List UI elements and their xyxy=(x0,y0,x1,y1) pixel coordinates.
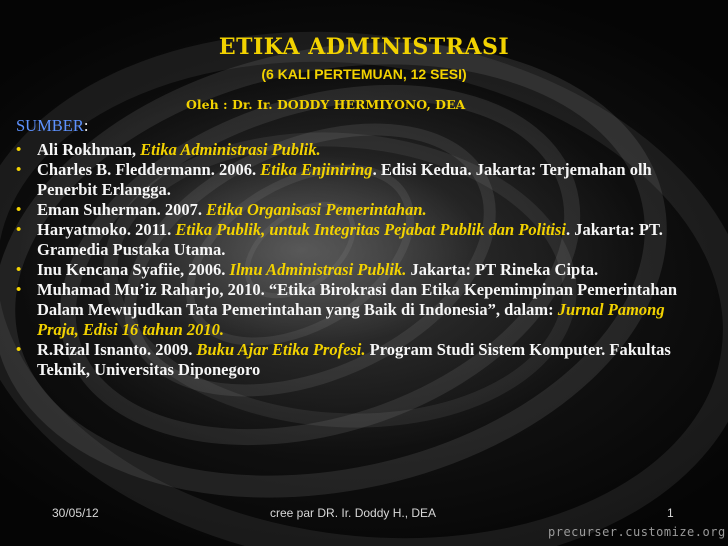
bullet-icon: • xyxy=(16,202,22,218)
ref-lead: Inu Kencana Syafiie, 2006. xyxy=(37,260,230,279)
ref-lead: R.Rizal Isnanto. 2009. xyxy=(37,340,197,359)
slide-title: ETIKA ADMINISTRASI xyxy=(218,34,510,60)
ref-lead: Haryatmoko. 2011. xyxy=(37,220,176,239)
references-body xyxy=(16,116,706,380)
ref-title: Etika Publik, untuk Integritas Pejabat Publik dan Politisi xyxy=(175,220,566,239)
bullet-icon: • xyxy=(16,262,22,278)
reference-list xyxy=(16,140,706,380)
list-item xyxy=(16,260,706,280)
bullet-icon: • xyxy=(16,162,22,178)
list-item xyxy=(16,220,706,260)
page-number: 1 xyxy=(667,506,674,520)
sumber-colon: : xyxy=(83,116,89,135)
slide-subtitle: (6 KALI PERTEMUAN, 12 SESI) xyxy=(261,66,467,82)
list-item xyxy=(16,140,706,160)
bullet-icon: • xyxy=(16,342,22,358)
list-item xyxy=(16,160,706,200)
list-item xyxy=(16,340,706,380)
bullet-icon: • xyxy=(16,142,22,158)
ref-title: Etika Administrasi Publik. xyxy=(140,140,321,159)
ref-title: Ilmu Administrasi Publik. xyxy=(229,260,407,279)
ref-lead: Muhamad Mu’iz Raharjo, 2010. “Etika Birokrasi dan Etika Kepemimpinan Pemerintahan Dalam Mewujudkan Tata Pemerintahan yang Baik di Indonesia”, dalam: xyxy=(37,280,678,319)
list-item xyxy=(16,280,706,340)
ref-title: Etika Enjiniring xyxy=(260,160,373,179)
footer-credit: cree par DR. Ir. Doddy H., DEA xyxy=(270,506,437,520)
list-item xyxy=(16,200,706,220)
ref-tail: . Edisi Kedua. Jakarta: Terjemahan olh Penerbit Erlangga. xyxy=(37,160,652,199)
watermark: precurser.customize.org xyxy=(548,525,726,539)
ref-tail: Program Studi Sistem Komputer. Fakultas Teknik, Universitas Diponegoro xyxy=(37,340,671,379)
ref-lead: Ali Rokhman, xyxy=(37,140,141,159)
ref-title: Etika Organisasi Pemerintahan. xyxy=(206,200,427,219)
sumber-label: SUMBER xyxy=(16,116,84,135)
ref-title: Buku Ajar Etika Profesi. xyxy=(196,340,366,359)
ref-tail: . Jakarta: PT. Gramedia Pustaka Utama. xyxy=(37,220,663,259)
bullet-icon: • xyxy=(16,282,22,298)
author-line: Oleh : Dr. Ir. DODDY HERMIYONO, DEA xyxy=(186,97,466,112)
bullet-icon: • xyxy=(16,222,22,238)
ref-lead: Eman Suherman. 2007. xyxy=(37,200,207,219)
footer-date: 30/05/12 xyxy=(52,506,99,520)
ref-lead: Charles B. Fleddermann. 2006. xyxy=(37,160,261,179)
ref-tail: Jakarta: PT Rineka Cipta. xyxy=(406,260,599,279)
ref-title: Jurnal Pamong Praja, Edisi 16 tahun 2010. xyxy=(37,300,665,339)
sumber-heading xyxy=(16,116,706,136)
